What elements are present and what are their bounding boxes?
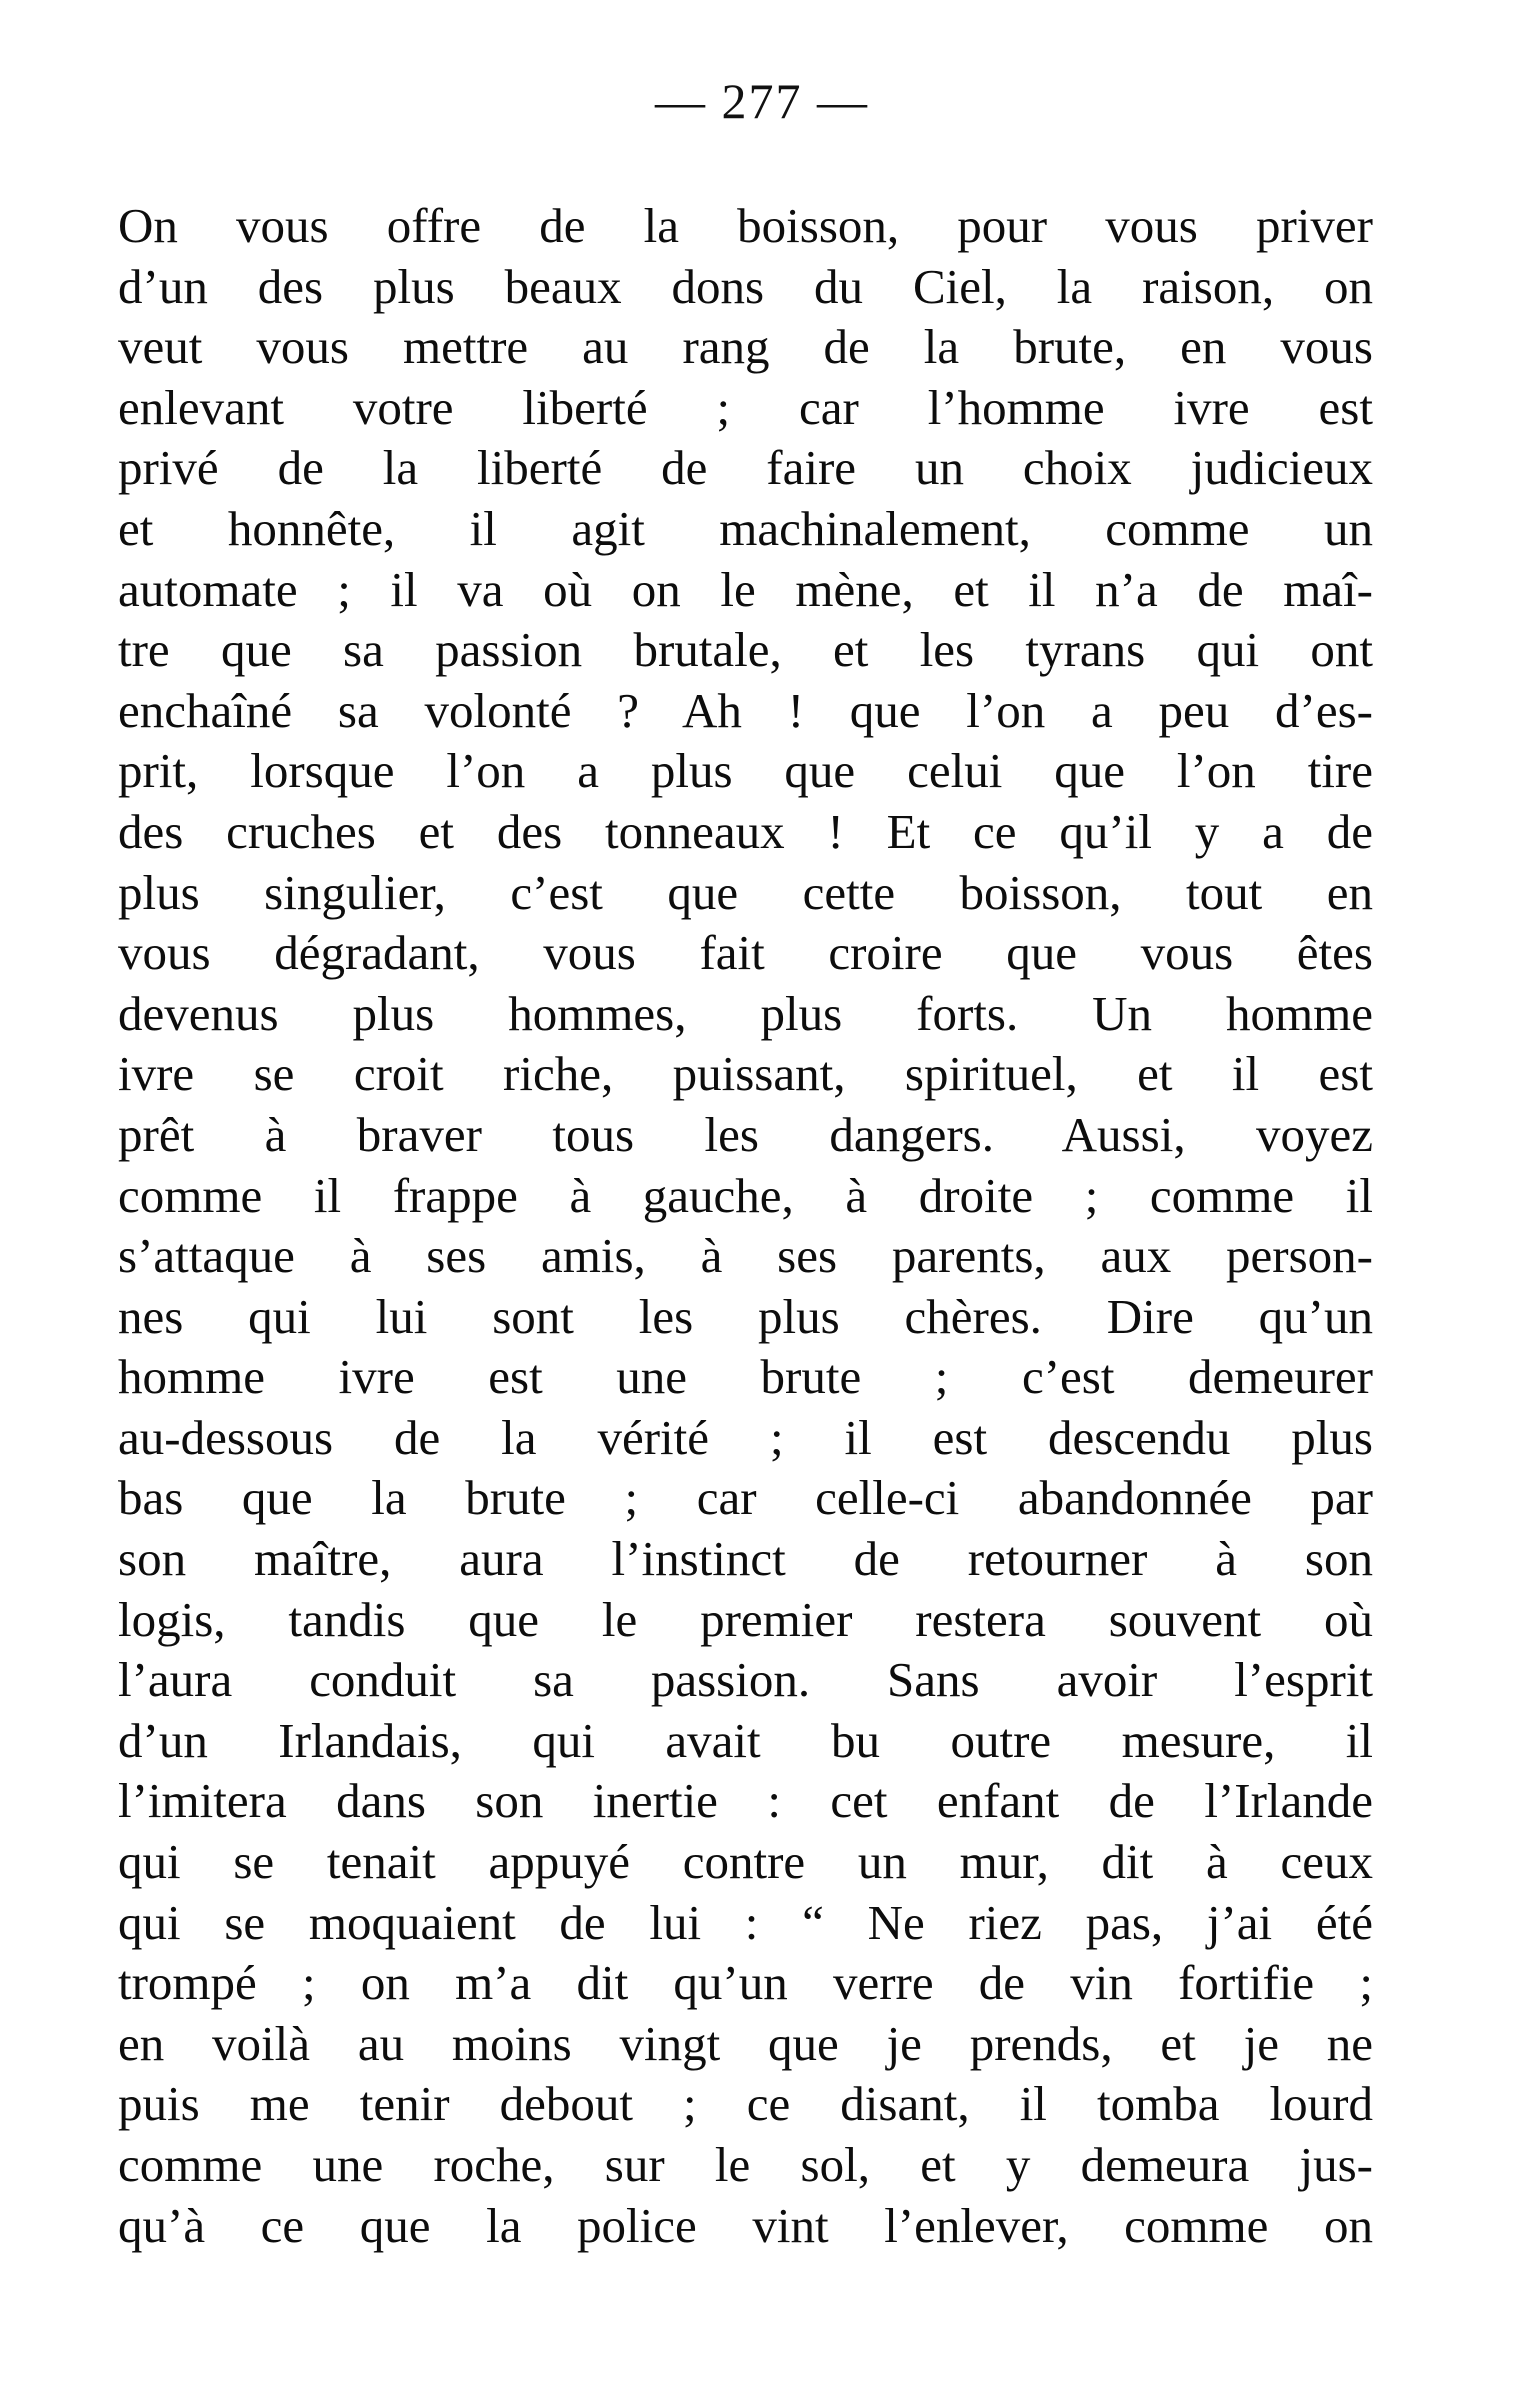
text-line: veut vous mettre au rang de la brute, en vous: [118, 319, 1373, 375]
text-line: enchaîné sa volonté ? Ah ! que l’on a peu d’es-: [118, 682, 1373, 738]
text-line: qui se tenait appuyé contre un mur, dit à ceux: [118, 1834, 1373, 1890]
text-line: prêt à braver tous les dangers. Aussi, voyez: [118, 1106, 1373, 1162]
text-line: l’imitera dans son inertie : cet enfant de l’Irlande: [118, 1773, 1373, 1829]
text-line: automate ; il va où on le mène, et il n’a de maî-: [118, 561, 1373, 617]
text-line: son maître, aura l’instinct de retourner à son: [118, 1531, 1373, 1587]
text-line: enlevant votre liberté ; car l’homme ivre est: [118, 379, 1373, 435]
text-line: des cruches et des tonneaux ! Et ce qu’il y a de: [118, 803, 1373, 859]
page-number: — 277 —: [655, 73, 869, 129]
text-line: privé de la liberté de faire un choix judicieux: [118, 440, 1373, 496]
text-line: plus singulier, c’est que cette boisson, tout en: [118, 864, 1373, 920]
text-line: nes qui lui sont les plus chères. Dire qu’un: [118, 1288, 1373, 1344]
text-line: comme il frappe à gauche, à droite ; comme il: [118, 1167, 1373, 1223]
text-line: d’un Irlandais, qui avait bu outre mesure, il: [118, 1712, 1373, 1768]
text-line: l’aura conduit sa passion. Sans avoir l’esprit: [118, 1652, 1373, 1708]
text-line: devenus plus hommes, plus forts. Un homme: [118, 985, 1373, 1041]
text-line: au-dessous de la vérité ; il est descendu plus: [118, 1409, 1373, 1465]
text-line: ivre se croit riche, puissant, spirituel, et il est: [118, 1046, 1373, 1102]
text-line: et honnête, il agit machinalement, comme un: [118, 500, 1373, 556]
text-line: en voilà au moins vingt que je prends, et je ne: [118, 2015, 1373, 2071]
text-line: homme ivre est une brute ; c’est demeurer: [118, 1349, 1373, 1405]
text-line: logis, tandis que le premier restera souvent où: [118, 1591, 1373, 1647]
text-line: puis me tenir debout ; ce disant, il tomba lourd: [118, 2076, 1373, 2132]
body-text: [118, 196, 1373, 2256]
text-line: tre que sa passion brutale, et les tyrans qui ont: [118, 622, 1373, 678]
text-line: trompé ; on m’a dit qu’un verre de vin fortifie ;: [118, 1955, 1373, 2011]
text-line: qu’à ce que la police vint l’enlever, comme on: [118, 2197, 1373, 2253]
text-line: s’attaque à ses amis, à ses parents, aux person-: [118, 1228, 1373, 1284]
text-line: d’un des plus beaux dons du Ciel, la raison, on: [118, 258, 1373, 314]
text-line: prit, lorsque l’on a plus que celui que l’on tire: [118, 743, 1373, 799]
text-line: comme une roche, sur le sol, et y demeura jus-: [118, 2137, 1373, 2192]
text-line: bas que la brute ; car celle-ci abandonnée par: [118, 1470, 1373, 1526]
text-line: On vous offre de la boisson, pour vous priver: [118, 198, 1373, 253]
text-line: qui se moquaient de lui : “ Ne riez pas, j’ai été: [118, 1894, 1373, 1950]
text-line: vous dégradant, vous fait croire que vous êtes: [118, 925, 1373, 981]
